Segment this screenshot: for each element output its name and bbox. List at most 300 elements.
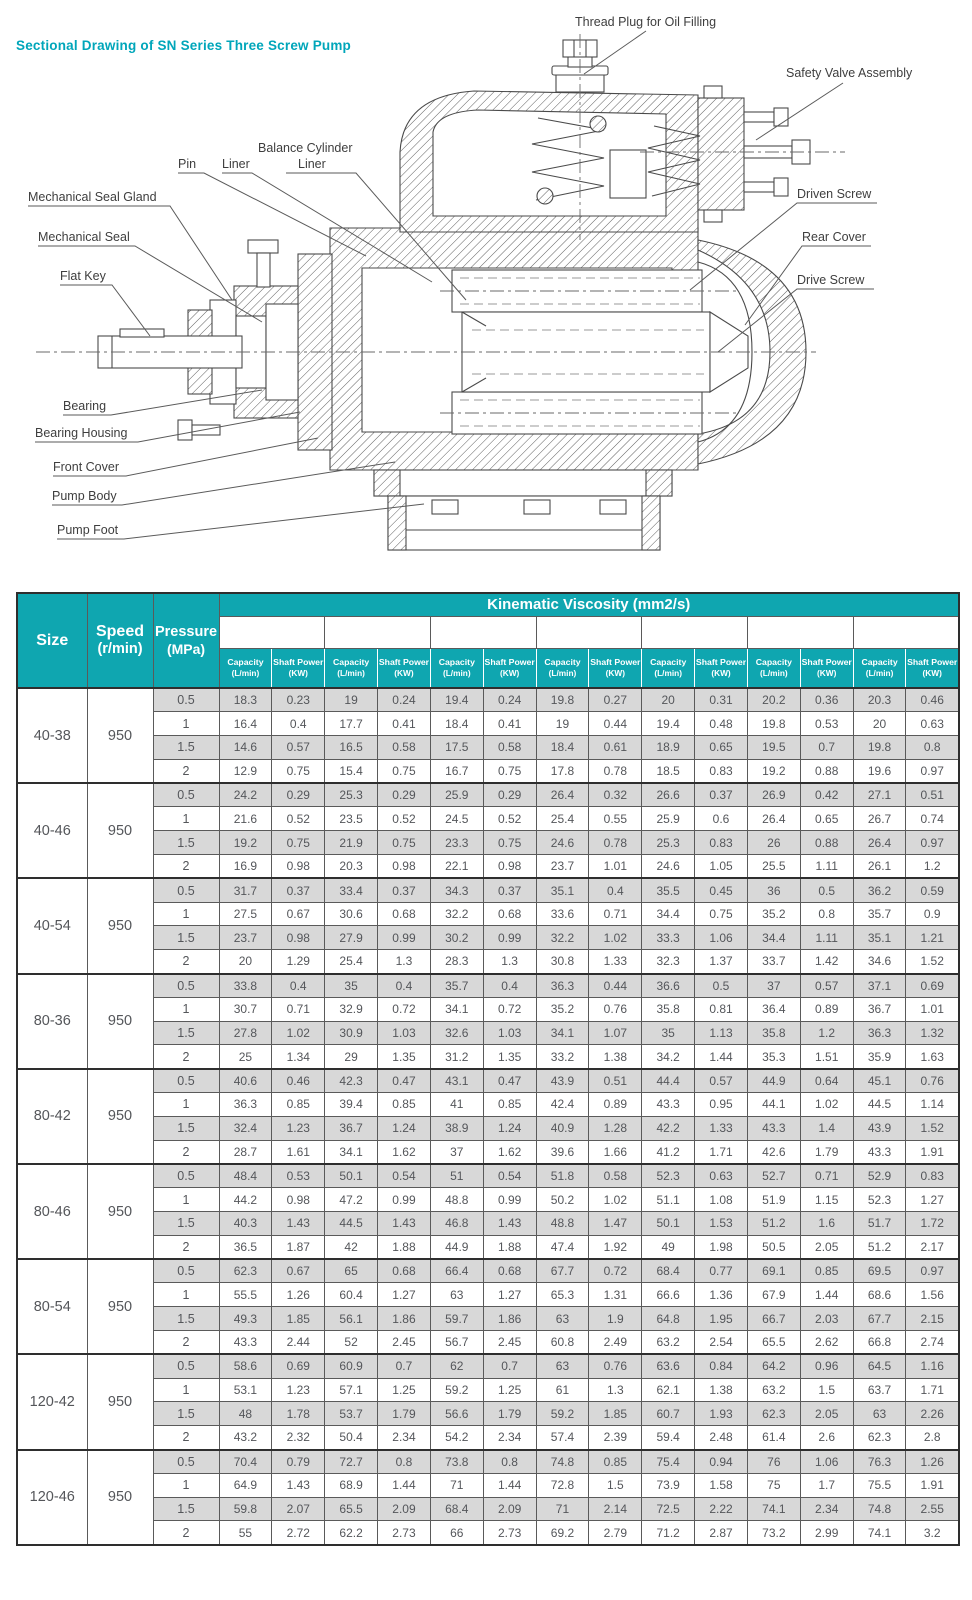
capacity-value: 18.4 — [430, 712, 483, 736]
capacity-value: 25.4 — [536, 807, 589, 831]
viscosity-value: 10 — [219, 616, 325, 648]
table-body — [17, 688, 959, 1545]
capacity-value: 52.9 — [853, 1164, 906, 1188]
capacity-value: 74.1 — [853, 1521, 906, 1545]
table-header — [17, 593, 959, 688]
table-row — [17, 1235, 959, 1259]
pressure-cell: 1.5 — [153, 1307, 219, 1331]
speed-cell: 950 — [87, 878, 153, 973]
pressure-cell: 1.5 — [153, 1021, 219, 1045]
shaft-power-value: 0.51 — [906, 783, 959, 807]
shaft-power-header — [272, 648, 325, 688]
shaft-power-value: 1.5 — [589, 1473, 642, 1497]
capacity-value: 32.3 — [642, 950, 695, 974]
label-bearing-housing: Bearing Housing — [35, 426, 128, 440]
shaft-power-value: 0.69 — [272, 1354, 325, 1378]
shaft-power-value: 2.45 — [378, 1331, 431, 1355]
shaft-power-header-label: Shaft Power — [695, 657, 747, 668]
pressure-cell: 2 — [153, 1235, 219, 1259]
speed-cell: 950 — [87, 1354, 153, 1449]
capacity-value: 43.3 — [219, 1331, 272, 1355]
table-row — [17, 1354, 959, 1378]
shaft-power-value: 0.29 — [378, 783, 431, 807]
capacity-value: 47.4 — [536, 1235, 589, 1259]
capacity-value: 63 — [853, 1402, 906, 1426]
capacity-value: 19 — [325, 688, 378, 712]
shaft-power-value: 1.14 — [906, 1093, 959, 1117]
label-liner: Liner — [222, 157, 250, 171]
viscosity-value: 20 — [325, 616, 431, 648]
shaft-power-value: 2.87 — [695, 1521, 748, 1545]
shaft-power-value: 0.76 — [906, 1069, 959, 1093]
capacity-value: 52.3 — [853, 1188, 906, 1212]
capacity-value: 42.6 — [747, 1140, 800, 1164]
shaft-power-value: 0.85 — [589, 1450, 642, 1474]
pressure-cell: 2 — [153, 759, 219, 783]
shaft-power-value: 0.99 — [378, 1188, 431, 1212]
capacity-value: 70.4 — [219, 1450, 272, 1474]
capacity-value: 20.3 — [325, 855, 378, 879]
capacity-value: 62.3 — [747, 1402, 800, 1426]
shaft-power-value: 1.11 — [800, 926, 853, 950]
capacity-value: 63 — [430, 1283, 483, 1307]
capacity-value: 25.9 — [642, 807, 695, 831]
shaft-power-value: 2.74 — [906, 1331, 959, 1355]
shaft-power-value: 1.38 — [589, 1045, 642, 1069]
shaft-power-value: 0.4 — [272, 712, 325, 736]
shaft-power-value: 1.38 — [695, 1378, 748, 1402]
capacity-value: 34.4 — [747, 926, 800, 950]
capacity-value: 36.3 — [853, 1021, 906, 1045]
viscosity-value: 380 — [747, 616, 853, 648]
shaft-power-value: 0.75 — [272, 759, 325, 783]
table-row — [17, 1331, 959, 1355]
shaft-power-value: 0.76 — [589, 1354, 642, 1378]
capacity-value: 35.1 — [536, 878, 589, 902]
shaft-power-value: 0.4 — [483, 974, 536, 998]
table-row — [17, 831, 959, 855]
shaft-power-value: 0.65 — [800, 807, 853, 831]
label-pump-body: Pump Body — [52, 489, 117, 503]
speed-cell: 950 — [87, 974, 153, 1069]
shaft-power-value: 0.75 — [483, 759, 536, 783]
capacity-value: 59.4 — [642, 1426, 695, 1450]
speed-cell: 950 — [87, 688, 153, 783]
shaft-power-value: 0.68 — [378, 1259, 431, 1283]
table-row — [17, 1212, 959, 1236]
shaft-power-header-label: Shaft Power — [590, 657, 641, 668]
capacity-value: 20 — [219, 950, 272, 974]
capacity-value: 26.9 — [747, 783, 800, 807]
shaft-power-value: 0.47 — [483, 1069, 536, 1093]
shaft-power-value: 0.98 — [378, 855, 431, 879]
size-cell: 40-38 — [17, 688, 87, 783]
label-driven-screw: Driven Screw — [797, 187, 872, 201]
capacity-header-unit: (L/min) — [337, 668, 365, 678]
capacity-value: 30.6 — [325, 902, 378, 926]
shaft-power-value: 0.44 — [589, 974, 642, 998]
pressure-cell: 1.5 — [153, 1402, 219, 1426]
capacity-value: 35.5 — [642, 878, 695, 902]
capacity-value: 51.7 — [853, 1212, 906, 1236]
pressure-cell: 0.5 — [153, 1069, 219, 1093]
shaft-power-value: 1.58 — [695, 1473, 748, 1497]
shaft-power-value: 2.44 — [272, 1331, 325, 1355]
capacity-value: 72.5 — [642, 1497, 695, 1521]
shaft-power-value: 2.15 — [906, 1307, 959, 1331]
shaft-power-value: 0.74 — [906, 807, 959, 831]
pressure-cell: 1.5 — [153, 926, 219, 950]
capacity-header-label: Capacity — [333, 657, 370, 668]
shaft-power-value: 0.72 — [589, 1259, 642, 1283]
capacity-value: 35.3 — [747, 1045, 800, 1069]
capacity-value: 32.6 — [430, 1021, 483, 1045]
capacity-value: 60.8 — [536, 1331, 589, 1355]
capacity-value: 63.2 — [747, 1378, 800, 1402]
shaft-power-value: 1.86 — [483, 1307, 536, 1331]
table-row — [17, 1045, 959, 1069]
capacity-value: 55.5 — [219, 1283, 272, 1307]
capacity-value: 76.3 — [853, 1450, 906, 1474]
shaft-power-value: 1.13 — [695, 1021, 748, 1045]
shaft-power-value: 1.31 — [589, 1283, 642, 1307]
shaft-power-value: 2.55 — [906, 1497, 959, 1521]
shaft-power-value: 2.03 — [800, 1307, 853, 1331]
shaft-power-header-unit: (KW) — [922, 668, 942, 678]
label-rear-cover: Rear Cover — [802, 230, 866, 244]
capacity-value: 14.6 — [219, 736, 272, 760]
table-row — [17, 712, 959, 736]
pressure-cell: 1.5 — [153, 1212, 219, 1236]
capacity-value: 41 — [430, 1093, 483, 1117]
shaft-power-value: 0.98 — [483, 855, 536, 879]
capacity-value: 23.7 — [219, 926, 272, 950]
shaft-power-value: 2.49 — [589, 1331, 642, 1355]
capacity-value: 37 — [430, 1140, 483, 1164]
capacity-value: 52 — [325, 1331, 378, 1355]
shaft-power-value: 0.89 — [800, 997, 853, 1021]
shaft-power-value: 2.34 — [378, 1426, 431, 1450]
capacity-value: 25.3 — [642, 831, 695, 855]
pressure-cell: 1 — [153, 807, 219, 831]
shaft-power-value: 2.07 — [272, 1497, 325, 1521]
shaft-power-value: 1.28 — [589, 1116, 642, 1140]
pressure-cell: 1.5 — [153, 736, 219, 760]
capacity-value: 23.3 — [430, 831, 483, 855]
shaft-power-value: 1.47 — [589, 1212, 642, 1236]
capacity-value: 69.2 — [536, 1521, 589, 1545]
shaft-power-value: 3.2 — [906, 1521, 959, 1545]
table-row — [17, 783, 959, 807]
balance-cylinder-housing — [400, 91, 698, 232]
capacity-value: 36.3 — [536, 974, 589, 998]
capacity-value: 36.4 — [747, 997, 800, 1021]
speed-header-unit: (r/min) — [97, 641, 143, 658]
shaft-power-value: 0.53 — [272, 1164, 325, 1188]
capacity-value: 50.1 — [325, 1164, 378, 1188]
capacity-value: 36.7 — [853, 997, 906, 1021]
shaft-power-value: 0.58 — [483, 736, 536, 760]
shaft-power-value: 1.2 — [906, 855, 959, 879]
shaft-power-value: 1.71 — [695, 1140, 748, 1164]
capacity-value: 27.8 — [219, 1021, 272, 1045]
table-row — [17, 1116, 959, 1140]
capacity-value: 41.2 — [642, 1140, 695, 1164]
capacity-header — [219, 648, 272, 688]
capacity-value: 19 — [536, 712, 589, 736]
shaft-power-value: 0.5 — [695, 974, 748, 998]
capacity-value: 17.7 — [325, 712, 378, 736]
capacity-value: 24.5 — [430, 807, 483, 831]
capacity-value: 18.3 — [219, 688, 272, 712]
shaft-power-value: 1.62 — [378, 1140, 431, 1164]
capacity-value: 21.6 — [219, 807, 272, 831]
capacity-value: 62.1 — [642, 1378, 695, 1402]
shaft-power-value: 1.06 — [800, 1450, 853, 1474]
shaft-power-value: 0.83 — [906, 1164, 959, 1188]
pressure-header-label: Pressure — [154, 624, 218, 641]
shaft-power-value: 0.68 — [483, 1259, 536, 1283]
shaft-power-value: 0.37 — [695, 783, 748, 807]
capacity-value: 74.8 — [536, 1450, 589, 1474]
shaft-power-value: 0.77 — [695, 1259, 748, 1283]
shaft-power-value: 0.85 — [800, 1259, 853, 1283]
label-flat-key: Flat Key — [60, 269, 106, 283]
capacity-value: 27.5 — [219, 902, 272, 926]
shaft-power-value: 2.48 — [695, 1426, 748, 1450]
shaft-power-value: 0.88 — [800, 759, 853, 783]
capacity-value: 73.9 — [642, 1473, 695, 1497]
capacity-value: 19.8 — [853, 736, 906, 760]
capacity-value: 43.9 — [536, 1069, 589, 1093]
shaft-power-value: 0.31 — [695, 688, 748, 712]
capacity-value: 63 — [536, 1354, 589, 1378]
capacity-value: 18.5 — [642, 759, 695, 783]
capacity-value: 51 — [430, 1164, 483, 1188]
shaft-power-value: 0.7 — [378, 1354, 431, 1378]
shaft-power-value: 1.33 — [589, 950, 642, 974]
pressure-cell: 1.5 — [153, 831, 219, 855]
pressure-cell: 2 — [153, 1140, 219, 1164]
capacity-header-unit: (L/min) — [654, 668, 682, 678]
capacity-value: 69.5 — [853, 1259, 906, 1283]
capacity-value: 33.3 — [642, 926, 695, 950]
pressure-cell: 0.5 — [153, 1259, 219, 1283]
shaft-power-value: 0.41 — [378, 712, 431, 736]
capacity-value: 48.8 — [536, 1212, 589, 1236]
shaft-power-value: 0.48 — [695, 712, 748, 736]
shaft-power-value: 1.27 — [483, 1283, 536, 1307]
shaft-power-header-label: Shaft Power — [484, 657, 535, 668]
capacity-value: 57.1 — [325, 1378, 378, 1402]
label-mechanical-seal-gland: Mechanical Seal Gland — [28, 190, 157, 204]
capacity-value: 43.3 — [747, 1116, 800, 1140]
table-row — [17, 1426, 959, 1450]
shaft-power-value: 1.2 — [800, 1021, 853, 1045]
shaft-power-value: 2.05 — [800, 1402, 853, 1426]
label-pump-foot: Pump Foot — [57, 523, 119, 537]
shaft-power-value: 0.6 — [695, 807, 748, 831]
shaft-power-value: 2.34 — [800, 1497, 853, 1521]
capacity-value: 50.1 — [642, 1212, 695, 1236]
capacity-value: 26.4 — [747, 807, 800, 831]
capacity-value: 37 — [747, 974, 800, 998]
capacity-value: 26.6 — [642, 783, 695, 807]
shaft-power-value: 1.29 — [272, 950, 325, 974]
shaft-power-value: 2.8 — [906, 1426, 959, 1450]
capacity-value: 12.9 — [219, 759, 272, 783]
capacity-value: 35.2 — [536, 997, 589, 1021]
shaft-power-value: 0.67 — [272, 902, 325, 926]
table-row — [17, 688, 959, 712]
capacity-value: 39.4 — [325, 1093, 378, 1117]
pressure-header — [153, 593, 219, 688]
capacity-value: 34.1 — [430, 997, 483, 1021]
capacity-value: 36.5 — [219, 1235, 272, 1259]
shaft-power-value: 1.4 — [800, 1116, 853, 1140]
shaft-power-value: 0.46 — [906, 688, 959, 712]
capacity-value: 58.6 — [219, 1354, 272, 1378]
shaft-power-value: 1.02 — [589, 1188, 642, 1212]
shaft-power-value: 0.83 — [695, 831, 748, 855]
shaft-power-value: 1.85 — [589, 1402, 642, 1426]
pressure-cell: 0.5 — [153, 783, 219, 807]
shaft-power-value: 1.23 — [272, 1378, 325, 1402]
capacity-value: 68.4 — [430, 1497, 483, 1521]
capacity-value: 54.2 — [430, 1426, 483, 1450]
pump-sectional-drawing — [0, 0, 972, 578]
capacity-value: 29 — [325, 1045, 378, 1069]
shaft-power-value: 1.32 — [906, 1021, 959, 1045]
shaft-power-value: 0.58 — [589, 1164, 642, 1188]
capacity-value: 33.2 — [536, 1045, 589, 1069]
capacity-header — [747, 648, 800, 688]
shaft-power-value: 0.4 — [378, 974, 431, 998]
label-pin: Pin — [178, 157, 197, 171]
shaft-power-header-unit: (KW) — [817, 668, 837, 678]
shaft-power-value: 2.34 — [483, 1426, 536, 1450]
shaft-power-value: 1.56 — [906, 1283, 959, 1307]
shaft-power-value: 1.71 — [906, 1378, 959, 1402]
shaft-power-value: 2.14 — [589, 1497, 642, 1521]
shaft-power-value: 0.65 — [695, 736, 748, 760]
shaft-power-value: 0.94 — [695, 1450, 748, 1474]
speed-cell: 950 — [87, 1259, 153, 1354]
capacity-value: 32.2 — [430, 902, 483, 926]
capacity-value: 33.6 — [536, 902, 589, 926]
capacity-value: 35 — [325, 974, 378, 998]
capacity-value: 72.8 — [536, 1473, 589, 1497]
capacity-value: 64.8 — [642, 1307, 695, 1331]
capacity-value: 64.5 — [853, 1354, 906, 1378]
capacity-header — [325, 648, 378, 688]
shaft-power-value: 0.99 — [378, 926, 431, 950]
table-row — [17, 1093, 959, 1117]
pressure-cell: 1 — [153, 712, 219, 736]
capacity-header-unit: (L/min) — [548, 668, 577, 678]
capacity-value: 37.1 — [853, 974, 906, 998]
table-row — [17, 1140, 959, 1164]
table-row — [17, 997, 959, 1021]
shaft-power-value: 1.08 — [695, 1188, 748, 1212]
shaft-power-value: 0.95 — [695, 1093, 748, 1117]
shaft-power-header-unit: (KW) — [288, 668, 308, 678]
shaft-power-header — [906, 648, 959, 688]
capacity-value: 35.8 — [642, 997, 695, 1021]
capacity-value: 44.9 — [747, 1069, 800, 1093]
pressure-cell: 0.5 — [153, 1164, 219, 1188]
shaft-power-value: 1.7 — [800, 1473, 853, 1497]
label-bearing: Bearing — [63, 399, 107, 413]
shaft-power-value: 1.25 — [483, 1378, 536, 1402]
capacity-value: 30.7 — [219, 997, 272, 1021]
size-cell: 80-36 — [17, 974, 87, 1069]
shaft-power-value: 0.97 — [906, 759, 959, 783]
performance-table — [16, 592, 960, 1546]
shaft-power-value: 0.69 — [906, 974, 959, 998]
capacity-value: 52.7 — [747, 1164, 800, 1188]
viscosity-value: 75 — [536, 616, 642, 648]
capacity-value: 66.7 — [747, 1307, 800, 1331]
capacity-value: 44.5 — [325, 1212, 378, 1236]
shaft-power-value: 0.52 — [272, 807, 325, 831]
shaft-power-header-label: Shaft Power — [801, 657, 852, 668]
shaft-power-header-label: Shaft Power — [378, 657, 430, 668]
shaft-power-value: 2.39 — [589, 1426, 642, 1450]
capacity-value: 25.5 — [747, 855, 800, 879]
capacity-value: 52.3 — [642, 1164, 695, 1188]
capacity-value: 40.3 — [219, 1212, 272, 1236]
capacity-value: 33.7 — [747, 950, 800, 974]
shaft-power-header-unit: (KW) — [394, 668, 414, 678]
label-front-cover: Front Cover — [53, 460, 119, 474]
capacity-value: 39.6 — [536, 1140, 589, 1164]
capacity-value: 51.8 — [536, 1164, 589, 1188]
speed-cell: 950 — [87, 783, 153, 878]
shaft-power-value: 1.02 — [800, 1093, 853, 1117]
shaft-power-value: 0.42 — [800, 783, 853, 807]
table-row — [17, 759, 959, 783]
safety-valve-flange — [698, 86, 810, 222]
shaft-power-value: 0.4 — [589, 878, 642, 902]
shaft-power-value: 0.68 — [483, 902, 536, 926]
speed-cell: 950 — [87, 1450, 153, 1545]
capacity-value: 43.3 — [642, 1093, 695, 1117]
pressure-cell: 2 — [153, 855, 219, 879]
capacity-value: 34.4 — [642, 902, 695, 926]
shaft-power-value: 1.27 — [906, 1188, 959, 1212]
capacity-value: 35.1 — [853, 926, 906, 950]
pressure-cell: 1.5 — [153, 1497, 219, 1521]
shaft-power-value: 0.47 — [378, 1069, 431, 1093]
pressure-cell: 0.5 — [153, 878, 219, 902]
capacity-value: 34.1 — [536, 1021, 589, 1045]
capacity-value: 50.4 — [325, 1426, 378, 1450]
shaft-power-value: 1.86 — [378, 1307, 431, 1331]
capacity-value: 36.7 — [325, 1116, 378, 1140]
shaft-power-value: 1.03 — [378, 1021, 431, 1045]
shaft-power-value: 0.24 — [378, 688, 431, 712]
shaft-power-value: 1.98 — [695, 1235, 748, 1259]
capacity-value: 36.6 — [642, 974, 695, 998]
shaft-power-value: 0.8 — [800, 902, 853, 926]
size-cell: 40-46 — [17, 783, 87, 878]
capacity-value: 31.7 — [219, 878, 272, 902]
pressure-cell: 2 — [153, 1045, 219, 1069]
capacity-value: 66.4 — [430, 1259, 483, 1283]
viscosity-value: 150 — [642, 616, 748, 648]
size-cell: 120-42 — [17, 1354, 87, 1449]
